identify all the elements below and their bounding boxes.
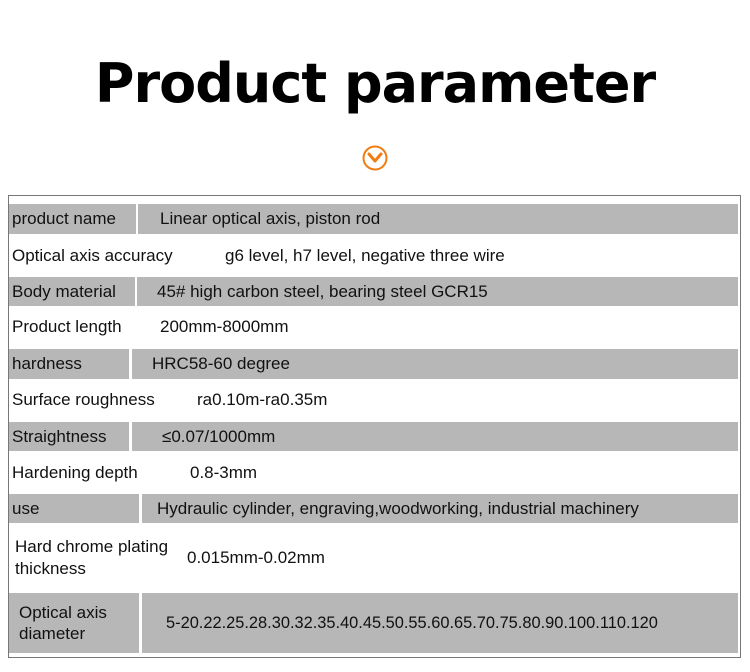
page-title: Product parameter xyxy=(94,52,656,115)
row-label: Surface roughness xyxy=(12,390,155,410)
table-row xyxy=(9,277,740,306)
row-value: HRC58-60 degree xyxy=(132,349,738,379)
row-value: Hydraulic cylinder, engraving,woodworking, industrial machinery xyxy=(142,494,738,523)
table-row xyxy=(9,204,740,234)
row-label: Straightness xyxy=(9,422,129,451)
row-value: 200mm-8000mm xyxy=(160,317,289,336)
row-label: product name xyxy=(9,204,136,234)
table-row xyxy=(9,349,740,379)
table-row xyxy=(9,457,740,489)
row-label: Hardening depth xyxy=(12,463,138,483)
row-label: hardness xyxy=(9,349,129,379)
table-row xyxy=(9,593,740,653)
table-row xyxy=(9,240,740,272)
table-row xyxy=(9,310,740,344)
row-label: Hard chrome plating thickness xyxy=(15,537,169,578)
table-row xyxy=(9,529,740,586)
chevron-down-circle-icon xyxy=(362,145,388,171)
parameter-table xyxy=(8,195,741,658)
table-row xyxy=(9,384,740,416)
row-value: 0.8-3mm xyxy=(190,463,258,482)
row-value: ≤0.07/1000mm xyxy=(132,422,738,451)
row-value: 5-20.22.25.28.30.32.35.40.45.50.55.60.65.70.75.80.90.100.110.120 xyxy=(142,593,738,653)
row-label: Optical axis accuracy xyxy=(12,246,173,266)
row-label: use xyxy=(9,494,139,523)
table-row xyxy=(9,494,740,523)
row-value: 0.015mm-0.02mm xyxy=(187,547,325,567)
row-label: Product length xyxy=(12,317,122,337)
row-value: Linear optical axis, piston rod xyxy=(138,204,738,234)
row-label: Optical axis diameter xyxy=(9,593,139,653)
table-row xyxy=(9,422,740,451)
row-value: 45# high carbon steel, bearing steel GCR15 xyxy=(137,277,738,306)
row-value: ra0.10m-ra0.35m xyxy=(197,390,328,409)
row-label: Body material xyxy=(9,277,135,306)
row-value: g6 level, h7 level, negative three wire xyxy=(225,246,505,265)
